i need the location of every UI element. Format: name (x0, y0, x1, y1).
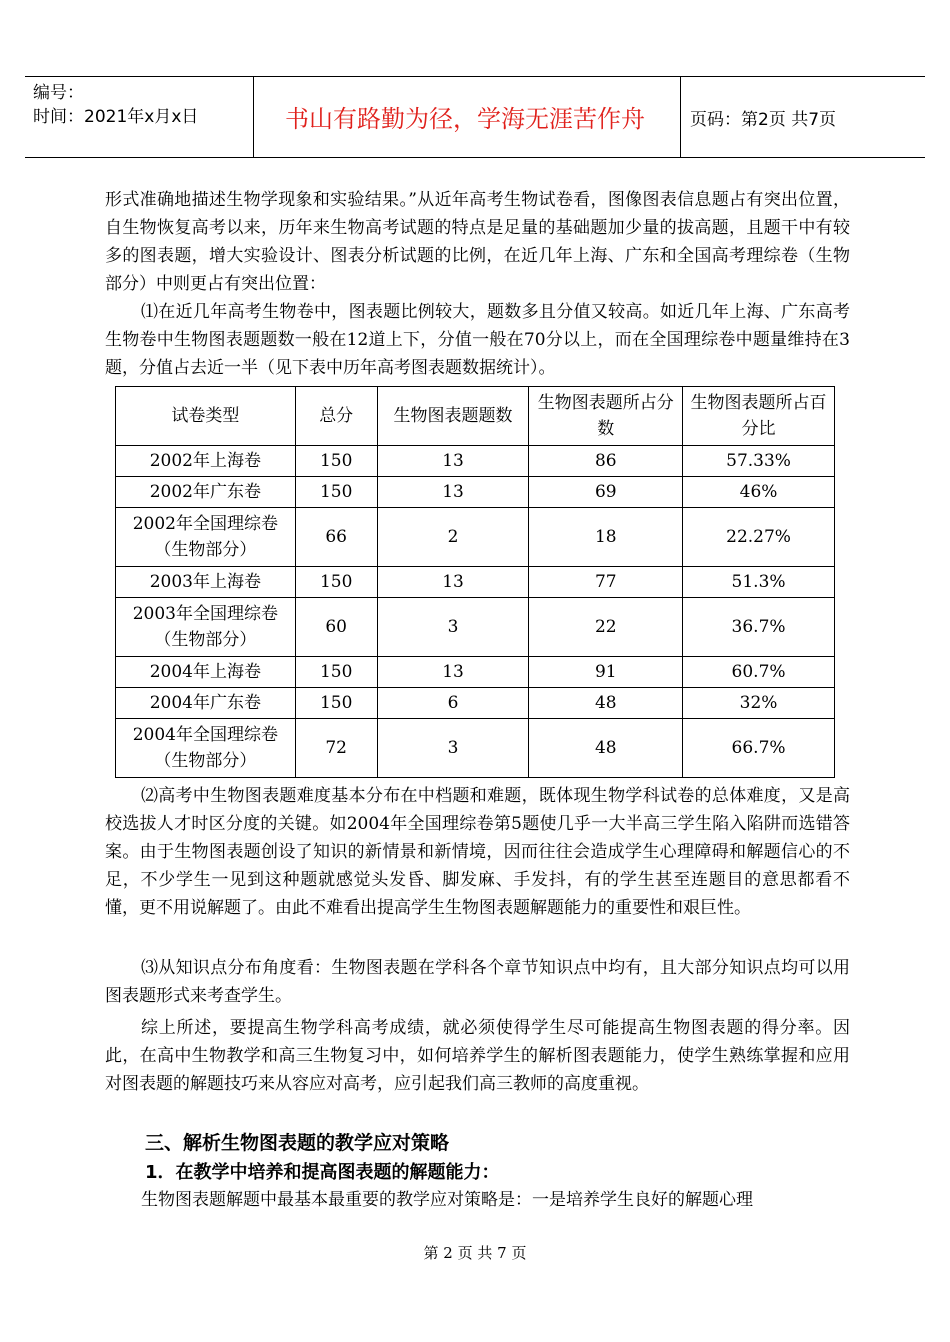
paragraph-strategy: 生物图表题解题中最基本最重要的教学应对策略是：一是培养学生良好的解题心理 (141, 1190, 753, 1210)
table-row (116, 446, 835, 477)
cell-percentage: 36.7% (683, 598, 835, 657)
cell-percentage: 66.7% (683, 719, 835, 778)
table-row (116, 719, 835, 778)
section-heading: 三、解析生物图表题的教学应对策略 (145, 1132, 450, 1154)
cell-exam-type: 2004年上海卷 (116, 657, 296, 688)
page-header (25, 76, 925, 158)
cell-percentage: 22.27% (683, 508, 835, 567)
cell-score: 69 (529, 477, 683, 508)
cell-exam-type: 2003年上海卷 (116, 567, 296, 598)
cell-question-count: 3 (377, 598, 529, 657)
col-header-question-count: 生物图表题题数 (377, 387, 529, 446)
cell-score: 48 (529, 719, 683, 778)
cell-score: 18 (529, 508, 683, 567)
document-time: 时间：2021年x月x日 (33, 107, 199, 127)
header-divider (680, 77, 681, 157)
cell-total: 150 (295, 688, 377, 719)
col-header-total: 总分 (295, 387, 377, 446)
cell-question-count: 2 (377, 508, 529, 567)
cell-question-count: 13 (377, 567, 529, 598)
cell-total: 150 (295, 477, 377, 508)
document-number: 编号： (33, 83, 84, 103)
cell-percentage: 60.7% (683, 657, 835, 688)
cell-percentage: 32% (683, 688, 835, 719)
table-header-row (116, 387, 835, 446)
cell-score: 77 (529, 567, 683, 598)
cell-percentage: 51.3% (683, 567, 835, 598)
paragraph-point-2: ⑵高考中生物图表题难度基本分布在中档题和难题，既体现生物学科试卷的总体难度，又是高校选拔人才时区分度的关键。如2004年全国理综卷第5题使几乎一大半高三学生陷入陷阱而选错答案。由于生物图表题创设了知识的新情景和新情境，因而往往会造成学生心理障碍和解题信心的不足，不少学生一见到这种题就感觉头发昏、脚发麻、手发抖，有的学生甚至连题目的意思都看不懂，更不用说解题了。由此不难看出提高学生生物图表题解题能力的重要性和艰巨性。 (105, 786, 850, 918)
cell-question-count: 13 (377, 446, 529, 477)
table-row (116, 477, 835, 508)
cell-exam-type: 2002年全国理综卷（生物部分） (116, 508, 296, 567)
paragraph-intro: 形式准确地描述生物学现象和实验结果。”从近年高考生物试卷看，图像图表信息题占有突出位置，自生物恢复高考以来，历年来生物高考试题的特点是足量的基础题加少量的拔高题，且题干中有较多的图表题，增大实验设计、图表分析试题的比例，在近几年上海、广东和全国高考理综卷（生物部分）中则更占有突出位置： (105, 190, 850, 294)
table-row (116, 598, 835, 657)
cell-score: 86 (529, 446, 683, 477)
header-meta (33, 81, 198, 129)
paragraph-point-3: ⑶从知识点分布角度看：生物图表题在学科各个章节知识点中均有，且大部分知识点均可以用图表题形式来考查学生。 (105, 958, 850, 1006)
cell-percentage: 57.33% (683, 446, 835, 477)
cell-question-count: 13 (377, 477, 529, 508)
cell-exam-type: 2002年广东卷 (116, 477, 296, 508)
subsection-heading: 1．在教学中培养和提高图表题的解题能力： (145, 1162, 500, 1183)
table-row (116, 688, 835, 719)
col-header-score: 生物图表题所占分数 (529, 387, 683, 446)
cell-total: 150 (295, 446, 377, 477)
header-motto: 书山有路勤为径，学海无涯苦作舟 (285, 105, 645, 133)
cell-question-count: 3 (377, 719, 529, 778)
header-page-info: 页码：第2页 共7页 (690, 110, 837, 130)
cell-exam-type: 2004年广东卷 (116, 688, 296, 719)
cell-score: 48 (529, 688, 683, 719)
header-divider (253, 77, 254, 157)
cell-total: 150 (295, 567, 377, 598)
paragraph-point-1: ⑴在近几年高考生物卷中，图表题比例较大，题数多且分值又较高。如近几年上海、广东高考生物卷中生物图表题题数一般在12道上下，分值一般在70分以上，而在全国理综卷中题量维持在3题，分值占去近一半（见下表中历年高考图表题数据统计）。 (105, 302, 850, 378)
table-row (116, 567, 835, 598)
exam-statistics-table (115, 386, 835, 778)
cell-total: 72 (295, 719, 377, 778)
col-header-percentage: 生物图表题所占百分比 (683, 387, 835, 446)
cell-question-count: 13 (377, 657, 529, 688)
cell-exam-type: 2002年上海卷 (116, 446, 296, 477)
cell-question-count: 6 (377, 688, 529, 719)
paragraph-summary: 综上所述，要提高生物学科高考成绩，就必须使得学生尽可能提高生物图表题的得分率。因此，在高中生物教学和高三生物复习中，如何培养学生的解析图表题能力，使学生熟练掌握和应用对图表题的解题技巧来从容应对高考，应引起我们高三教师的高度重视。 (105, 1018, 850, 1094)
cell-total: 150 (295, 657, 377, 688)
page-footer: 第 2 页 共 7 页 (423, 1244, 527, 1262)
col-header-exam-type: 试卷类型 (116, 387, 296, 446)
cell-exam-type: 2003年全国理综卷（生物部分） (116, 598, 296, 657)
cell-percentage: 46% (683, 477, 835, 508)
cell-total: 66 (295, 508, 377, 567)
cell-total: 60 (295, 598, 377, 657)
table-row (116, 508, 835, 567)
table-row (116, 657, 835, 688)
cell-score: 91 (529, 657, 683, 688)
cell-exam-type: 2004年全国理综卷（生物部分） (116, 719, 296, 778)
cell-score: 22 (529, 598, 683, 657)
